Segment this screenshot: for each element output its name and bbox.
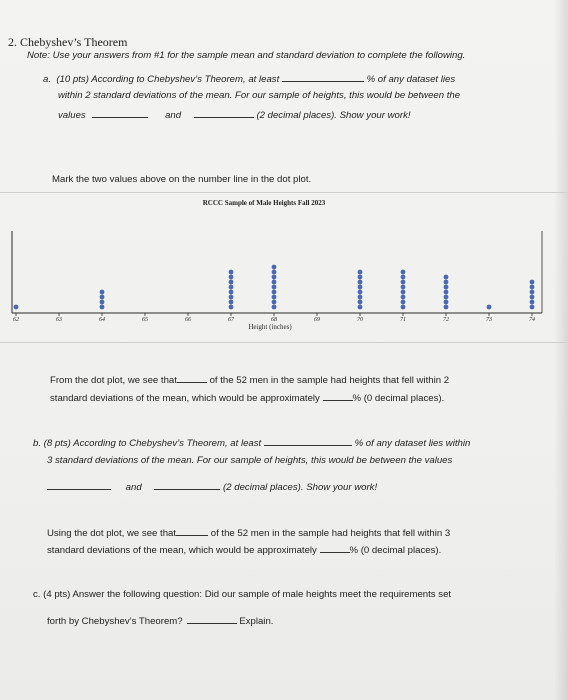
dot-point [272, 290, 277, 295]
dot-point [401, 275, 406, 280]
dot-point [358, 280, 363, 285]
part-a-followup2-end: % (0 decimal places). [352, 393, 445, 404]
x-tick-label: 74 [529, 317, 535, 323]
dot-point [444, 285, 449, 290]
dot-point [444, 275, 449, 280]
dot-point [358, 275, 363, 280]
dot-point [229, 300, 234, 305]
part-a-approx-blank[interactable] [323, 391, 353, 401]
dot-point [444, 295, 449, 300]
dot-point [229, 275, 234, 280]
dot-point [530, 295, 535, 300]
dot-point [530, 290, 535, 295]
part-a-followup-line1 [50, 373, 449, 387]
part-a-followup2-start: standard deviations of the mean, which would be approximately [50, 393, 320, 404]
part-b-line1-end: % of any dataset lies within [354, 438, 471, 449]
x-tick-label: 62 [13, 317, 19, 323]
x-tick-label: 68 [271, 317, 277, 323]
section-title: 2. Chebyshev’s Theorem [8, 35, 128, 49]
x-axis-ticks [13, 313, 535, 323]
dot-point [444, 290, 449, 295]
part-b-line1 [33, 436, 470, 450]
part-c-answer-blank[interactable] [187, 614, 237, 624]
dot-point [100, 290, 105, 295]
dot-point [272, 275, 277, 280]
part-b-text: b. (8 pts) According to Chebyshev’s Theorem, at least [33, 438, 262, 449]
part-c-question: forth by Chebyshev’s Theorem? [47, 616, 183, 627]
dot-point [100, 305, 105, 310]
mark-instruction: Mark the two values above on the number line in the dot plot. [52, 174, 312, 185]
dot-point [100, 300, 105, 305]
x-tick-label: 64 [99, 317, 105, 323]
dot-point [229, 270, 234, 275]
x-tick-label: 69 [314, 317, 320, 323]
dot-point [272, 270, 277, 275]
dot-point [401, 285, 406, 290]
dot-point [358, 305, 363, 310]
part-b-percent-blank[interactable] [264, 436, 352, 446]
dot-point [272, 280, 277, 285]
part-a-followup-line2 [50, 391, 444, 405]
dot-point [229, 285, 234, 290]
dot-point [401, 290, 406, 295]
page-edge-shadow [554, 0, 568, 700]
part-b-count-blank[interactable] [176, 526, 208, 536]
part-a-and: and [165, 110, 182, 121]
part-a-values-label: values [58, 110, 86, 121]
part-c-explain: Explain. [239, 616, 274, 627]
part-a-upper-blank[interactable] [194, 108, 254, 118]
part-a-marker: a. [43, 74, 52, 85]
part-a-line1-end: % of any dataset lies [366, 74, 456, 85]
part-b-followup2-end: % (0 decimal places). [349, 545, 442, 556]
dot-point [358, 270, 363, 275]
dot-point [487, 305, 492, 310]
dot-point [272, 300, 277, 305]
part-b-line3 [47, 480, 377, 494]
dot-point [530, 280, 535, 285]
x-axis-label: Height (inches) [248, 323, 292, 331]
dot-series [14, 265, 535, 310]
part-a-lower-blank[interactable] [92, 108, 148, 118]
part-a-percent-blank[interactable] [282, 72, 364, 82]
dot-point [229, 280, 234, 285]
part-b-line3-end: (2 decimal places). Show your work! [223, 482, 378, 493]
part-a-followup-start: From the dot plot, we see that [50, 375, 177, 386]
dot-point [272, 305, 277, 310]
part-a-count-blank[interactable] [177, 373, 207, 383]
x-tick-label: 73 [486, 317, 492, 323]
dot-point [444, 280, 449, 285]
separator-bottom [0, 342, 568, 343]
part-a-text: (10 pts) According to Chebyshev’s Theorem, at least [56, 74, 280, 85]
part-b-followup2-start: standard deviations of the mean, which would be approximately [47, 545, 317, 556]
dot-point [401, 295, 406, 300]
x-tick-label: 72 [443, 317, 449, 323]
part-c-line2 [47, 614, 273, 628]
dot-point [358, 290, 363, 295]
dot-plot-title: RCCC Sample of Male Heights Fall 2023 [202, 199, 326, 207]
part-b-and: and [125, 482, 142, 493]
dot-point [14, 305, 19, 310]
dot-point [100, 295, 105, 300]
dot-point [444, 305, 449, 310]
x-tick-label: 63 [56, 317, 62, 323]
dot-point [401, 270, 406, 275]
part-b-followup-start: Using the dot plot, we see that [47, 528, 177, 539]
dot-point [272, 285, 277, 290]
part-a-line3 [58, 108, 411, 122]
dot-point [530, 305, 535, 310]
part-b-line2: 3 standard deviations of the mean. For our sample of heights, this would be between the values [47, 455, 453, 466]
dot-point [229, 305, 234, 310]
part-b-upper-blank[interactable] [154, 480, 220, 490]
part-b-approx-blank[interactable] [320, 543, 350, 553]
part-b-lower-blank[interactable] [47, 480, 111, 490]
dot-point [358, 300, 363, 305]
dot-point [401, 300, 406, 305]
part-a-line1 [43, 72, 455, 86]
part-c-line1: c. (4 pts) Answer the following question: Did our sample of male heights meet the requirements set [33, 589, 452, 600]
part-a-line2: within 2 standard deviations of the mean. For our sample of heights, this would be between the [58, 90, 461, 101]
dot-point [530, 300, 535, 305]
separator-top [0, 192, 568, 193]
x-tick-label: 67 [228, 317, 234, 323]
part-a-followup-end: of the 52 men in the sample had heights that fell within 2 [209, 375, 450, 386]
part-b-followup-line2 [47, 543, 441, 557]
section-note: Note: Use your answers from #1 for the sample mean and standard deviation to complete the following. [27, 50, 466, 61]
part-b-followup-end: of the 52 men in the sample had heights that fell within 3 [210, 528, 451, 539]
x-tick-label: 71 [400, 317, 406, 323]
dot-point [358, 295, 363, 300]
dot-point [229, 295, 234, 300]
dot-point [358, 285, 363, 290]
dot-point [444, 300, 449, 305]
dot-point [530, 285, 535, 290]
dot-point [272, 265, 277, 270]
part-a-line3-end: (2 decimal places). Show your work! [256, 110, 411, 121]
x-tick-label: 65 [142, 317, 148, 323]
dot-point [272, 295, 277, 300]
x-tick-label: 66 [185, 317, 191, 323]
dot-point [401, 305, 406, 310]
x-tick-label: 70 [357, 317, 363, 323]
dot-plot [0, 225, 548, 337]
dot-point [229, 290, 234, 295]
dot-point [401, 280, 406, 285]
part-b-followup-line1 [47, 526, 450, 540]
